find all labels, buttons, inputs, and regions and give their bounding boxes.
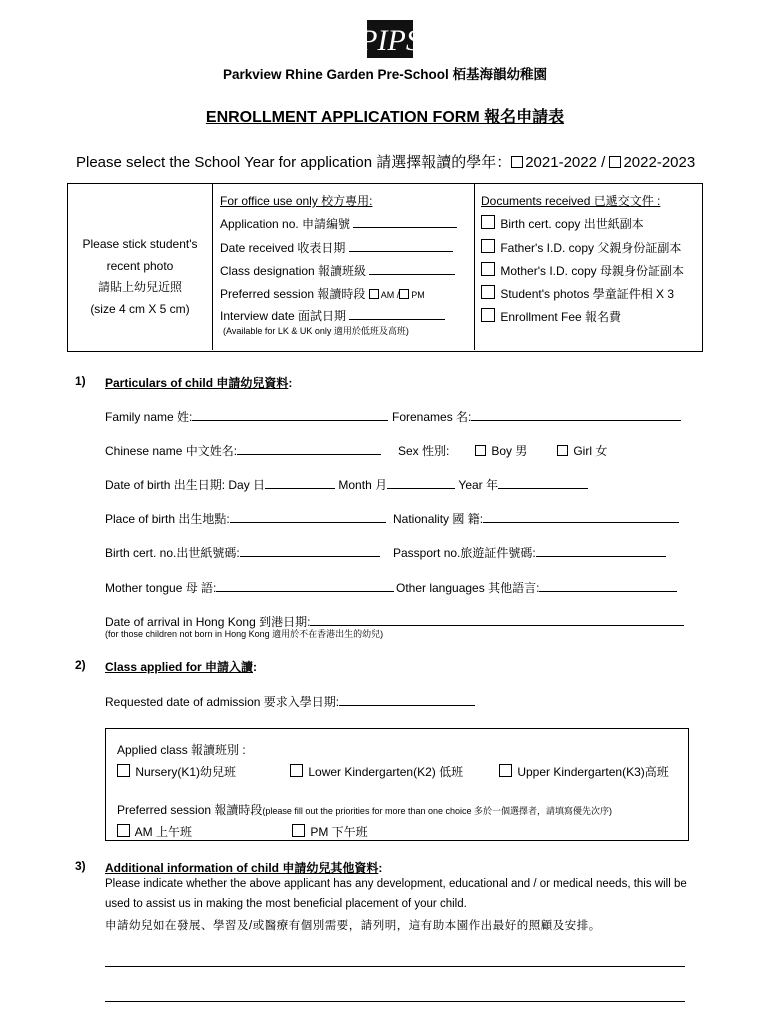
section-1-title [105,374,292,391]
application-no-field[interactable] [353,216,457,228]
doc-item [481,237,684,260]
other-languages-input[interactable] [539,580,677,592]
sex-label: Sex 性別: [398,444,450,458]
section-2-number: 2) [75,658,86,672]
pm-option [292,823,368,840]
dob-day-label: Date of birth 出生日期: Day 日 [105,478,266,492]
school-logo [345,20,435,58]
nationality-input[interactable] [483,511,679,523]
section-3-title-text: Additional information of child 申請幼兒其他資料 [105,861,379,875]
dob-day-input[interactable] [265,477,335,489]
doc-item [481,283,684,306]
k1-label: Nursery(K1)幼兒班 [135,765,237,779]
mother-tongue-label: Mother tongue 母 語: [105,581,217,595]
doc-label: Student's photos 學童証件相 X 3 [500,287,675,302]
nationality-label: Nationality 國 籍: [393,512,484,526]
admission-date-row [105,693,475,710]
photo-line-4: (size 4 cm X 5 cm) [90,301,190,316]
birth-cert-row [105,544,380,561]
photo-area[interactable] [68,234,212,320]
application-no-label: Application no. 申請編號 [220,217,351,232]
section-3-title [105,859,382,876]
year-checkbox-2[interactable] [609,156,621,168]
pm-label: PM 下午班 [310,825,368,839]
section-3-colon: : [378,861,383,875]
k2-checkbox[interactable] [290,764,303,777]
doc-label: Enrollment Fee 報名費 [500,310,622,325]
interview-date-field[interactable] [349,308,445,320]
office-use-block [220,190,457,337]
doc-label: Birth cert. copy 出世紙副本 [500,217,644,232]
forenames-input[interactable] [471,409,681,421]
doc-label: Mother's I.D. copy 母親身份証副本 [500,263,685,278]
passport-input[interactable] [536,545,666,557]
mother-tongue-row [105,579,394,596]
doc-item [481,306,684,329]
dob-year-label: Year 年 [458,478,499,492]
chinese-name-label: Chinese name 中文姓名: [105,444,238,458]
class-designation-row [220,260,457,283]
dob-month-input[interactable] [387,477,455,489]
school-year-select [76,151,695,172]
doc-label: Father's I.D. copy 父親身份証副本 [500,240,682,255]
section-1-colon: : [288,376,293,390]
section-3-text-1: Please indicate whether the above applicant has any development, educational and / or medical needs, this will be [105,878,687,890]
documents-block [481,190,684,330]
preferred-session-row [220,283,457,307]
girl-label: Girl 女 [573,444,608,458]
arrival-input[interactable] [310,614,684,626]
office-am-checkbox[interactable] [369,289,379,299]
doc-checkbox[interactable] [481,262,495,276]
section-3-text-3: 申請幼兒如在發展、學習及/或醫療有個別需要，請列明，這有助本園作出最好的照顧及安排。 [105,920,601,932]
doc-checkbox[interactable] [481,285,495,299]
birth-cert-input[interactable] [240,545,380,557]
section-2-colon: : [253,660,258,674]
date-received-row [220,237,457,260]
photo-line-2: recent photo [106,258,174,273]
other-languages-label: Other languages 其他語言: [396,581,540,595]
forenames-label: Forenames 名: [392,410,472,424]
arrival-note: (for those children not born in Hong Kong 適用於不在香港出生的幼兒) [105,629,384,639]
documents-heading: Documents received 已遞交文件 : [481,194,661,208]
place-of-birth-input[interactable] [230,511,386,523]
girl-option [557,442,607,459]
family-name-row [105,408,388,425]
boy-checkbox[interactable] [475,445,486,456]
forenames-row [392,408,681,425]
office-pm-label: PM [411,290,425,301]
section-2-title-text: Class applied for 申請入讀 [105,660,254,674]
application-no-row [220,213,457,236]
k3-checkbox[interactable] [499,764,512,777]
am-checkbox[interactable] [117,824,130,837]
interview-date-row [220,307,457,325]
passport-label: Passport no.旅遊証件號碼: [393,546,536,560]
sex-row [398,442,449,459]
k3-label: Upper Kindergarten(K3)高班 [517,765,669,779]
year-checkbox-1[interactable] [511,156,523,168]
birth-cert-label: Birth cert. no.出世紙號碼: [105,546,240,560]
school-name: Parkview Rhine Garden Pre-School 栢基海韻幼稚園 [222,67,548,82]
am-label: AM 上午班 [134,825,193,839]
office-am-label: AM / [380,290,400,301]
interview-note: (Available for LK & UK only 適用於低班及高班) [223,326,409,337]
nationality-row [393,510,679,527]
preferred-session-line [117,801,612,818]
class-designation-field[interactable] [369,263,455,275]
place-of-birth-row [105,510,386,527]
arrival-label: Date of arrival in Hong Kong 到港日期: [105,615,311,629]
section-3-text-2: used to assist us in making the most beneficial placement of your child. [105,898,467,910]
doc-item [481,260,684,283]
passport-row [393,544,666,561]
family-name-label: Family name 姓: [105,410,193,424]
svg-text:PIPS: PIPS [359,24,421,57]
doc-checkbox[interactable] [481,308,495,322]
date-received-field[interactable] [349,240,453,252]
boy-label: Boy 男 [491,444,528,458]
applied-class-label: Applied class 報讀班別 : [117,743,246,757]
class-option-k1 [117,763,236,780]
date-received-label: Date received 收表日期 [220,240,346,255]
answer-line-2[interactable] [105,1001,685,1002]
photo-line-1: Please stick student's [82,237,198,251]
preferred-session-label: Preferred session 報讀時段 [117,803,263,817]
girl-checkbox[interactable] [557,445,568,456]
class-option-k2 [290,763,463,780]
boy-option [475,442,527,459]
admission-date-input[interactable] [339,694,475,706]
admission-date-label: Requested date of admission 要求入學日期: [105,695,340,709]
chinese-name-row [105,442,381,459]
dob-row [105,476,588,493]
doc-checkbox[interactable] [481,239,495,253]
answer-line-1[interactable] [105,966,685,967]
k1-checkbox[interactable] [117,764,130,777]
place-of-birth-label: Place of birth 出生地點: [105,512,230,526]
section-3-number: 3) [75,859,86,873]
docs-divider [474,183,475,350]
class-option-k3 [499,763,669,780]
doc-item [481,213,684,236]
photo-divider [212,183,213,350]
k2-label: Lower Kindergarten(K2) 低班 [308,765,464,779]
preferred-session-label: Preferred session 報讀時段 [220,287,366,302]
year-option-2: 2022-2023 [623,154,696,171]
form-title: ENROLLMENT APPLICATION FORM 報名申請表 [205,109,565,126]
pm-checkbox[interactable] [292,824,305,837]
class-designation-label: Class designation 報讀班級 [220,263,367,278]
mother-tongue-input[interactable] [216,580,394,592]
year-separator: / [596,154,610,171]
office-pm-checkbox[interactable] [399,289,409,299]
chinese-name-input[interactable] [237,443,381,455]
am-option [117,823,192,840]
photo-line-3: 請貼上幼兒近照 [97,280,182,294]
section-2-title [105,658,257,675]
section-1-number: 1) [75,374,86,388]
office-heading: For office use only 校方專用: [220,194,373,208]
interview-date-label: Interview date 面試日期 [220,309,347,324]
dob-year-input[interactable] [498,477,588,489]
dob-month-label: Month 月 [338,478,388,492]
year-option-1: 2021-2022 [525,154,597,171]
family-name-input[interactable] [192,409,388,421]
year-prompt: Please select the School Year for application 請選擇報讀的學年： [76,154,512,171]
other-languages-row [396,579,677,596]
preferred-session-note: (please fill out the priorities for more than one choice 多於一個選擇者，請填寫優先次序) [262,806,612,816]
section-1-title-text: Particulars of child 申請幼兒資料 [105,376,289,390]
doc-checkbox[interactable] [481,215,495,229]
